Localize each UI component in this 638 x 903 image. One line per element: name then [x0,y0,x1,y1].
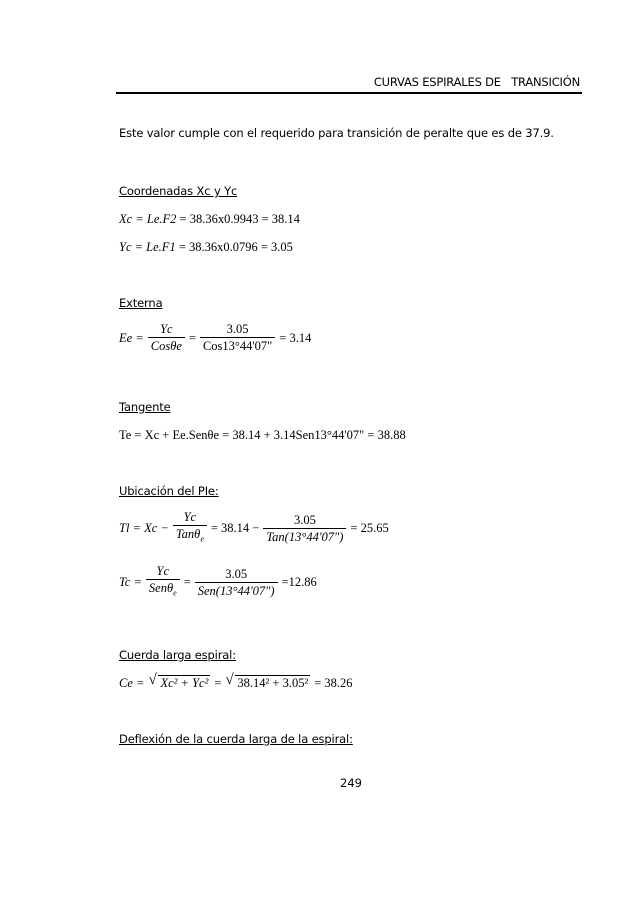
equation-cuerda [119,672,353,691]
tl-f1-denominator: Tanθ [175,527,201,541]
equation-yc-lhs: Yc = Le.F1 [119,240,176,254]
tc-result: =12.86 [281,575,317,590]
tc-fraction-1 [146,564,180,602]
cuerda-sqrt-2: √ 38.14² + 3.05² [225,672,309,690]
section-heading-tangente: Tangente [119,400,171,414]
equation-yc [119,240,293,255]
externa-lhs: Ee = [119,330,144,345]
externa-fraction-1 [148,322,185,354]
tc-f1-denominator: Senθ [148,581,174,595]
equation-externa: Ee = $\frac{Yc}{\text{Cosθe}}$ = $\frac{3.05}{\text{Cos13°44'07"}}$ = 3.14 [119,322,312,353]
externa-f1-denominator: Cosθe [150,339,182,353]
cuerda-sqrt-1: √ Xc² + Yc² [148,672,209,690]
tl-fraction-2 [263,513,346,545]
externa-f2-numerator: 3.05 [200,322,275,338]
intro-paragraph: Este valor cumple con el requerido para transición de peralte que es de 37.9. [119,126,554,140]
equation-tangente: Te = Xc + Ee.Senθe = 38.14 + 3.14Sen13°44'07" = 38.88 [119,428,406,442]
cuerda-radicand-1: Xc² + Yc² [160,676,209,690]
section-heading-externa: Externa [119,296,163,310]
equation-tl [119,510,389,548]
section-heading-cuerda: Cuerda larga espiral: [119,648,236,662]
page-number: 249 [340,776,362,790]
tl-mid: = 38.14 − [210,521,260,536]
section-heading-coordenadas: Coordenadas Xc y Yc [119,184,238,198]
externa-result: = 3.14 [279,330,312,345]
tc-f1-numerator: Yc [146,564,180,580]
cuerda-lhs: Ce = [119,675,145,690]
tc-f2-denominator: Sen(13°44'07") [197,583,275,598]
equation-xc-rhs: = 38.36x0.9943 = 38.14 [179,212,300,226]
page-header-title: CURVAS ESPIRALES DE TRANSICIÓN [373,75,580,89]
tc-f1-subscript: e [173,588,177,598]
externa-f1-numerator: Yc [148,322,185,338]
tc-lhs: Tc = [119,575,142,590]
tc-f2-numerator: 3.05 [195,567,278,583]
equation-tc: Tc = $\frac{Yc}{Sen\theta_e}$ = $\frac{3.05}{\text{Sen(13°44'07")}}$ =12.86 [119,564,317,602]
equation-xc [119,212,300,227]
section-heading-ubicacion: Ubicación del PIe: [119,484,219,498]
header-rule [116,92,582,94]
tl-f1-subscript: e [200,534,204,544]
externa-f2-denominator: Cos13°44'07" [202,339,273,353]
externa-fraction-2 [200,322,275,354]
tl-lhs: Tl = Xc − [119,521,169,536]
cuerda-equals: = [214,675,222,690]
tl-f2-numerator: 3.05 [263,513,346,529]
equation-xc-lhs: Xc = Le.F2 [119,212,177,226]
cuerda-result: = 38.26 [314,675,353,690]
tl-result: = 25.65 [350,521,389,536]
tl-f2-denominator: Tan(13°44'07") [266,529,344,544]
tl-fraction-1 [173,510,207,548]
section-heading-deflexion: Deflexión de la cuerda larga de la espiral: [119,732,353,746]
tc-fraction-2 [195,567,278,599]
cuerda-radicand-2: 38.14² + 3.05² [237,676,309,690]
tl-f1-numerator: Yc [173,510,207,526]
equation-yc-rhs: = 38.36x0.0796 = 3.05 [178,240,293,254]
